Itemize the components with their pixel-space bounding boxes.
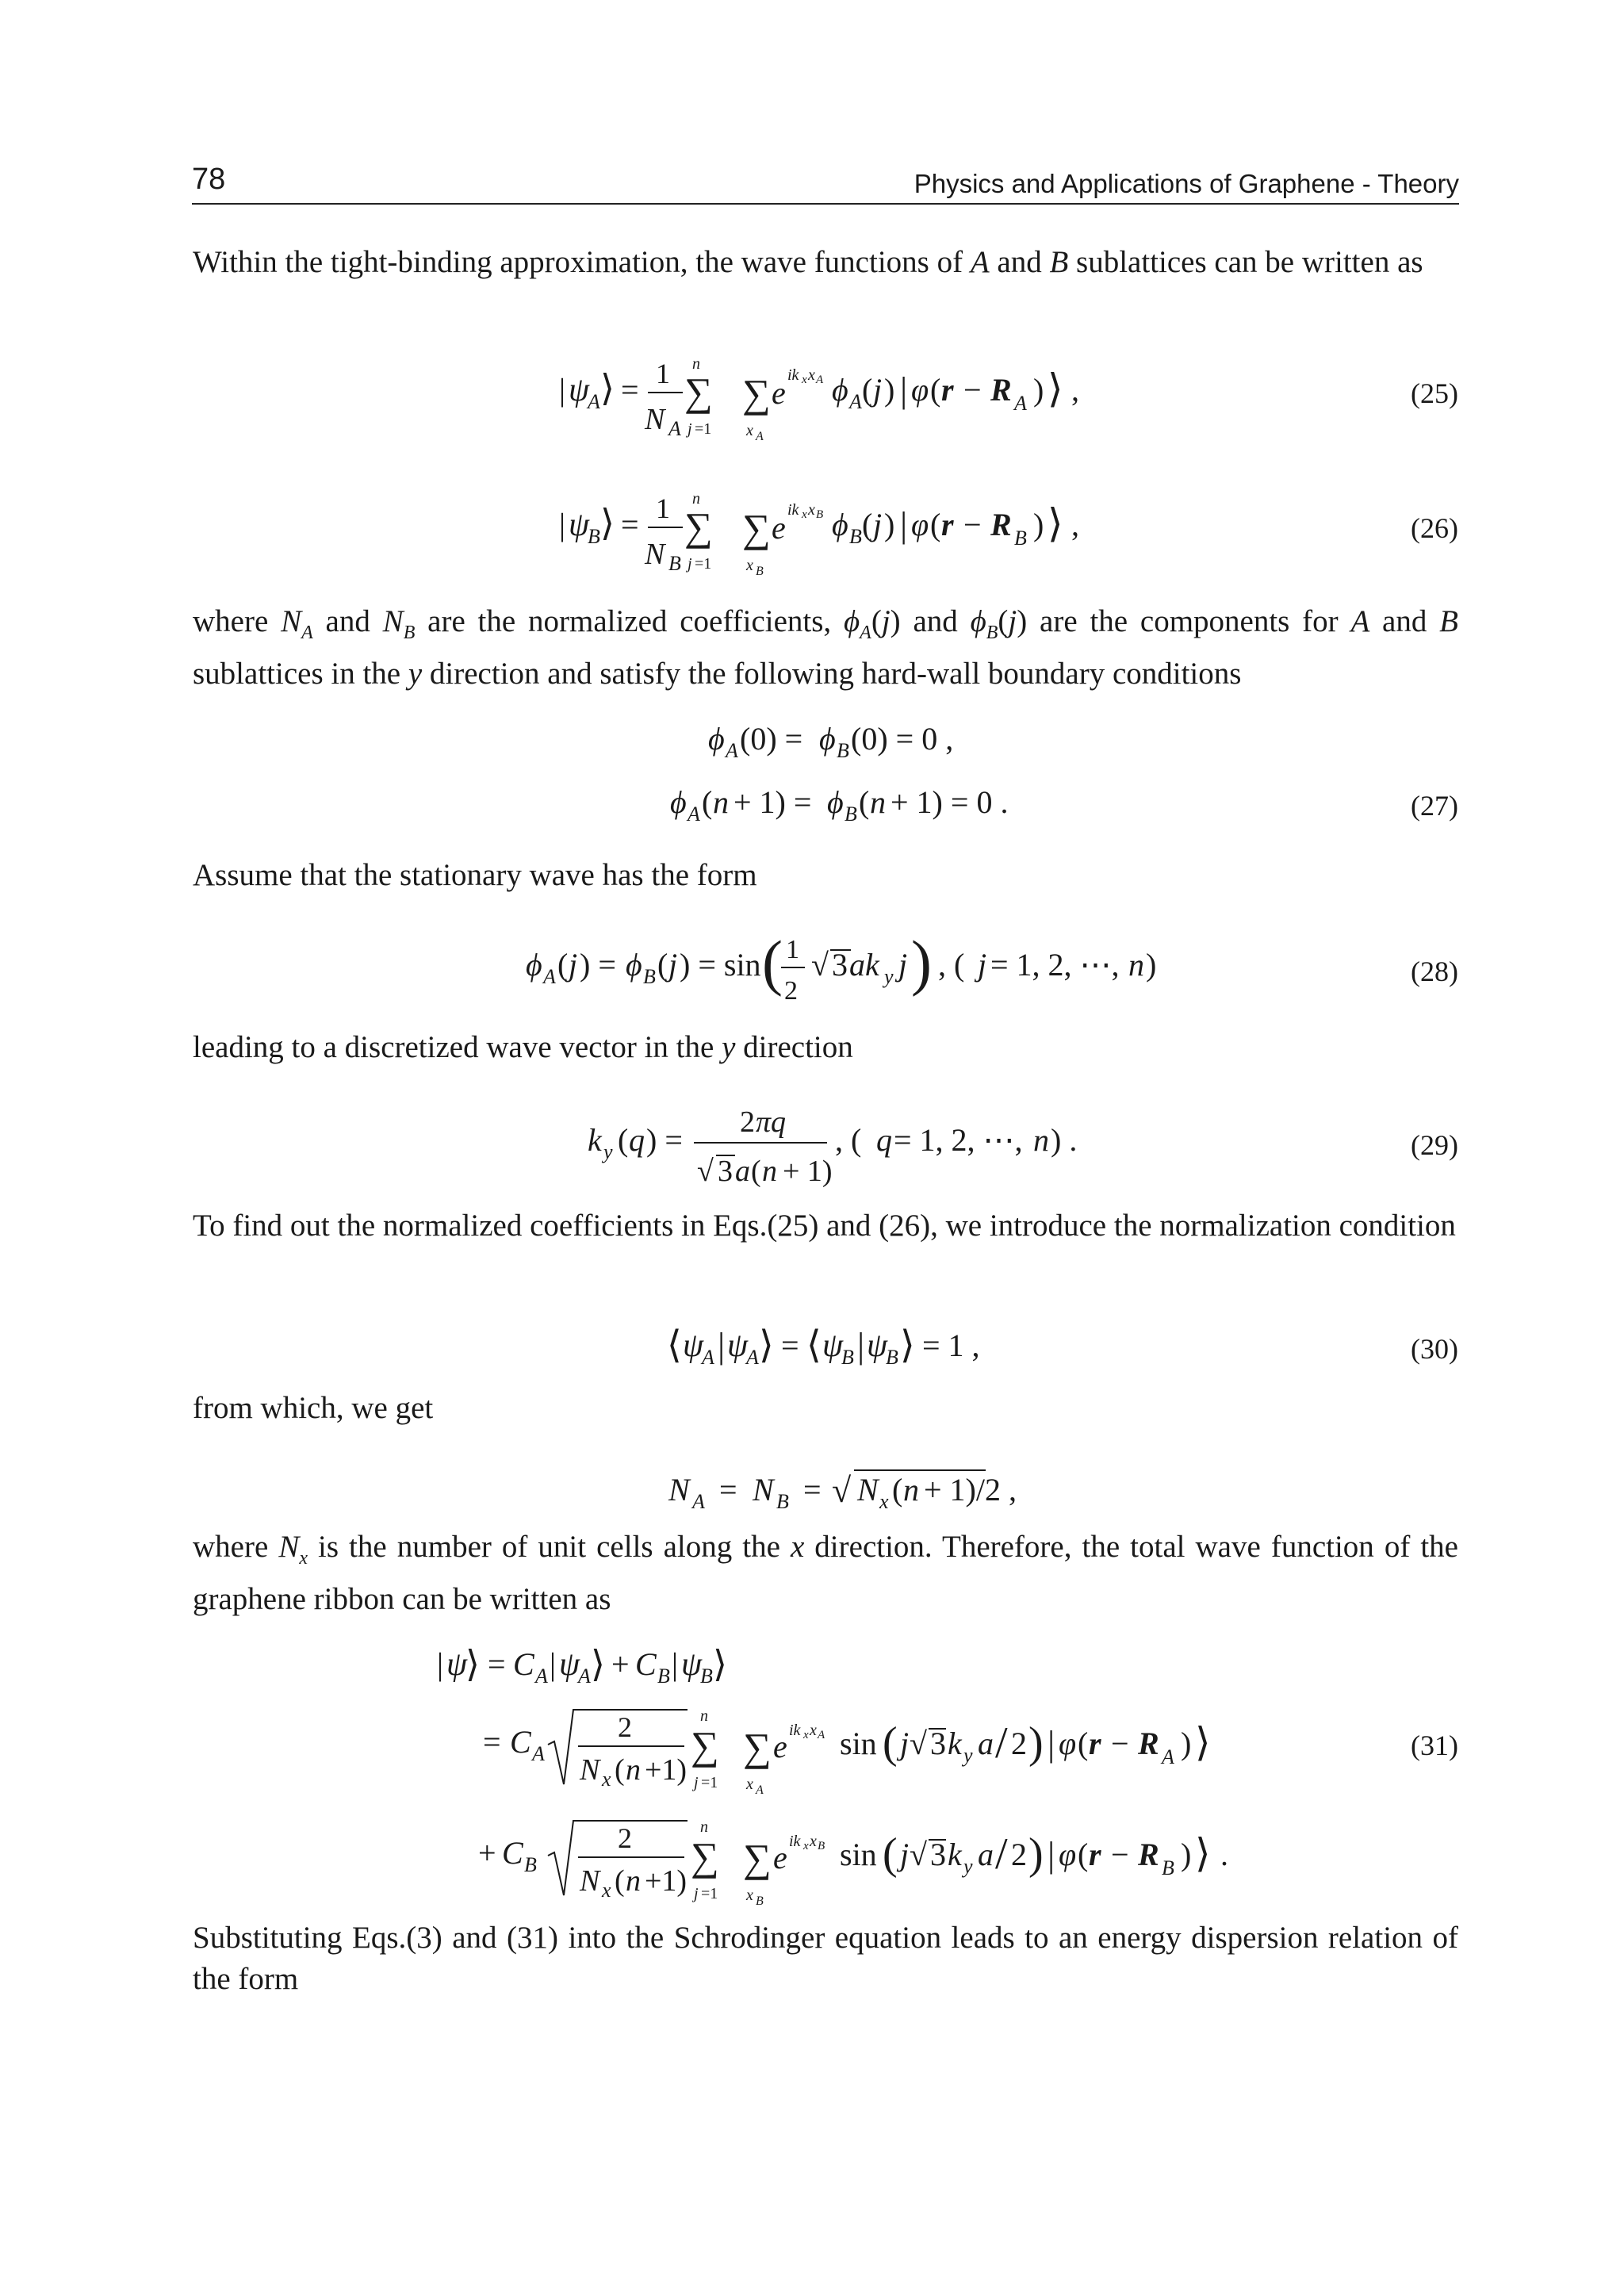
svg-text:e: e bbox=[772, 375, 786, 411]
svg-text:ψ: ψ bbox=[727, 1327, 749, 1364]
svg-text:√: √ bbox=[697, 1155, 714, 1188]
svg-text:= 1 ,: = 1 , bbox=[922, 1327, 980, 1363]
svg-text:3: 3 bbox=[718, 1155, 733, 1188]
svg-text:y: y bbox=[884, 965, 894, 988]
svg-text:(: ( bbox=[615, 1864, 625, 1898]
svg-text:n: n bbox=[626, 1753, 641, 1787]
svg-text:= 1, 2, ⋯,: = 1, 2, ⋯, bbox=[990, 947, 1120, 983]
svg-text:x: x bbox=[803, 1729, 809, 1741]
svg-text:⟩: ⟩ bbox=[759, 1324, 774, 1366]
svg-text:n: n bbox=[762, 1155, 777, 1188]
svg-text:): ) bbox=[1028, 1718, 1044, 1768]
svg-text:=1: =1 bbox=[695, 420, 712, 438]
svg-text:e: e bbox=[772, 510, 786, 546]
equation-29-formula bbox=[193, 1098, 1458, 1201]
paragraph-schrodinger: Substituting Eqs.(3) and (31) into the Schrodinger equation leads to an energy dispersion relation of the form bbox=[193, 1921, 1458, 1996]
svg-text:j: j bbox=[688, 420, 692, 438]
svg-text:+: + bbox=[611, 1646, 630, 1682]
svg-text:B: B bbox=[524, 1853, 537, 1876]
svg-text:N: N bbox=[753, 1472, 774, 1508]
svg-text:⟨: ⟨ bbox=[806, 1324, 822, 1366]
equation-30-formula bbox=[193, 1308, 1458, 1388]
svg-text:B: B bbox=[700, 1665, 713, 1688]
svg-text:A: A bbox=[692, 1490, 705, 1513]
svg-text:B: B bbox=[841, 1346, 854, 1369]
svg-text:1: 1 bbox=[656, 492, 670, 524]
svg-text:ik: ik bbox=[789, 1722, 801, 1739]
svg-text:ψ: ψ bbox=[569, 507, 590, 543]
paragraph-where-coefficients: where $N_A$ and $N_B$ are the normalized coefficients, $\phi_A(j)$ and $\phi_B(j)$ are the components for A and B sublattices in the y direction and satisfy the following hard-wall boundary conditions bbox=[193, 604, 1458, 691]
svg-text:=: = bbox=[621, 372, 639, 408]
svg-text:∑: ∑ bbox=[684, 504, 713, 549]
svg-text:A: A bbox=[578, 1665, 591, 1688]
equation-number-25: (25) bbox=[1411, 377, 1458, 409]
svg-text:ik: ik bbox=[789, 1833, 801, 1850]
equation-25 bbox=[193, 353, 1458, 448]
svg-text:A: A bbox=[702, 1346, 714, 1369]
svg-text:C: C bbox=[510, 1724, 531, 1760]
svg-text:|: | bbox=[857, 1325, 865, 1366]
svg-text:sin: sin bbox=[840, 1726, 877, 1761]
svg-text:N: N bbox=[668, 1472, 690, 1508]
paragraph-stationary-wave: Assume that the stationary wave has the form bbox=[193, 858, 757, 892]
svg-text:(: ( bbox=[1078, 1726, 1089, 1761]
svg-text:a: a bbox=[978, 1726, 994, 1761]
svg-text:j: j bbox=[694, 1774, 699, 1791]
equation-number-30: (30) bbox=[1411, 1333, 1458, 1365]
equation-29 bbox=[193, 1098, 1458, 1193]
svg-text:) =: ) = bbox=[580, 947, 616, 983]
svg-text:(: ( bbox=[862, 507, 873, 542]
svg-text:ϕ: ϕ bbox=[832, 372, 848, 408]
svg-text:(: ( bbox=[751, 1155, 761, 1188]
svg-text:A: A bbox=[588, 390, 600, 413]
svg-text:⟩: ⟩ bbox=[713, 1644, 727, 1684]
svg-text:+: + bbox=[478, 1835, 496, 1871]
svg-text:=1: =1 bbox=[695, 555, 712, 573]
svg-text:y: y bbox=[963, 1744, 973, 1767]
svg-text:|: | bbox=[550, 1646, 557, 1682]
svg-text:n: n bbox=[700, 1707, 708, 1725]
svg-text:x: x bbox=[808, 501, 815, 519]
svg-text:|: | bbox=[1048, 1834, 1055, 1875]
equation-27-formula bbox=[193, 710, 1458, 845]
equation-normalization-result bbox=[193, 1451, 1458, 1523]
svg-text:N: N bbox=[580, 1753, 600, 1787]
svg-text:ψ: ψ bbox=[822, 1327, 844, 1364]
svg-text:|: | bbox=[900, 504, 908, 545]
svg-text:B: B bbox=[816, 508, 824, 521]
svg-text:A: A bbox=[543, 965, 556, 988]
header-rule bbox=[192, 203, 1459, 205]
svg-text:r: r bbox=[1089, 1726, 1101, 1761]
svg-text:, (: , ( bbox=[938, 947, 965, 983]
svg-text:ik: ik bbox=[787, 366, 799, 384]
svg-text:r: r bbox=[941, 507, 954, 542]
svg-text:√: √ bbox=[832, 1471, 852, 1510]
svg-text:) =: ) = bbox=[646, 1122, 683, 1158]
paragraph-from-which: from which, we get bbox=[193, 1391, 434, 1425]
svg-text:∑: ∑ bbox=[743, 1725, 772, 1769]
paragraph-intro: Within the tight-binding approximation, the wave functions of A and B sublattices can be written as bbox=[193, 245, 1423, 279]
svg-text:C: C bbox=[635, 1646, 657, 1682]
svg-text:): ) bbox=[911, 928, 932, 997]
svg-text:(: ( bbox=[883, 1829, 898, 1879]
svg-text:B: B bbox=[1162, 1856, 1174, 1879]
svg-text:B: B bbox=[818, 1840, 825, 1852]
svg-text:j: j bbox=[900, 1726, 910, 1761]
svg-text:sin: sin bbox=[840, 1837, 877, 1872]
svg-text:ψ: ψ bbox=[559, 1646, 580, 1683]
svg-text:ϕ: ϕ bbox=[827, 784, 844, 820]
svg-text:): ) bbox=[884, 507, 895, 542]
svg-text:|: | bbox=[559, 372, 566, 408]
svg-text:A: A bbox=[726, 739, 738, 762]
svg-text:e: e bbox=[773, 1729, 787, 1764]
svg-text:∑: ∑ bbox=[691, 1834, 719, 1879]
svg-text:C: C bbox=[513, 1646, 534, 1682]
svg-text:1: 1 bbox=[786, 935, 799, 964]
svg-text:j: j bbox=[873, 372, 883, 408]
paragraph-total-wave: where $N_x$ is the number of unit cells along the x direction. Therefore, the total wave function of the graphene ribbon can be written as bbox=[193, 1530, 1458, 1616]
svg-text:A: A bbox=[746, 1346, 759, 1369]
svg-text:⟩: ⟩ bbox=[1048, 501, 1063, 546]
svg-text:x: x bbox=[746, 557, 753, 574]
svg-text:(: ( bbox=[930, 372, 941, 408]
svg-text:(: ( bbox=[859, 784, 870, 820]
svg-text:=1: =1 bbox=[701, 1774, 718, 1791]
svg-text:(: ( bbox=[1078, 1837, 1089, 1872]
equation-28 bbox=[193, 920, 1458, 1015]
svg-text:a: a bbox=[735, 1155, 750, 1188]
svg-text:φ: φ bbox=[1059, 1837, 1077, 1872]
svg-text:2: 2 bbox=[618, 1711, 632, 1743]
svg-text:A: A bbox=[668, 417, 681, 440]
svg-text:2: 2 bbox=[1011, 1837, 1027, 1872]
svg-text:R: R bbox=[1138, 1726, 1159, 1761]
svg-text:e: e bbox=[773, 1840, 787, 1875]
svg-text:+1): +1) bbox=[645, 1864, 688, 1898]
svg-text:+1): +1) bbox=[645, 1753, 688, 1787]
equation-number-29: (29) bbox=[1411, 1129, 1458, 1161]
svg-text:A: A bbox=[688, 803, 700, 826]
svg-text:A: A bbox=[756, 430, 764, 443]
svg-text:): ) bbox=[1146, 947, 1157, 983]
svg-text:j: j bbox=[873, 507, 883, 542]
svg-text:√: √ bbox=[811, 947, 829, 983]
svg-text:∑: ∑ bbox=[742, 506, 771, 550]
svg-text:ψ: ψ bbox=[446, 1646, 468, 1683]
svg-text:⟩: ⟩ bbox=[900, 1324, 915, 1366]
equation-25-formula bbox=[193, 353, 1458, 456]
svg-text:n: n bbox=[700, 1818, 708, 1836]
svg-text:−: − bbox=[1111, 1726, 1129, 1761]
svg-text:⟩: ⟩ bbox=[600, 503, 615, 543]
svg-text:√: √ bbox=[910, 1726, 927, 1761]
svg-text:=1: =1 bbox=[701, 1885, 718, 1902]
svg-text:−: − bbox=[1111, 1837, 1129, 1872]
svg-text:−: − bbox=[963, 372, 982, 408]
equation-number-31: (31) bbox=[1411, 1730, 1458, 1761]
svg-text:) .: ) . bbox=[1051, 1122, 1078, 1158]
svg-text:B: B bbox=[776, 1490, 789, 1513]
svg-text:=: = bbox=[488, 1646, 506, 1682]
svg-text:∑: ∑ bbox=[684, 370, 713, 414]
svg-text:|: | bbox=[718, 1325, 726, 1366]
svg-text:x: x bbox=[803, 1840, 809, 1852]
svg-text:): ) bbox=[884, 372, 895, 408]
svg-text:N: N bbox=[645, 538, 665, 571]
svg-text:n: n bbox=[1033, 1122, 1049, 1158]
equation-31-formula bbox=[193, 1634, 1458, 1908]
equation-26 bbox=[193, 488, 1458, 583]
svg-text:k: k bbox=[948, 1837, 962, 1872]
svg-text:ψ: ψ bbox=[867, 1327, 888, 1364]
svg-text:ϕ: ϕ bbox=[832, 507, 848, 542]
svg-text:): ) bbox=[1181, 1726, 1192, 1761]
svg-text:∑: ∑ bbox=[691, 1723, 719, 1768]
svg-text:⟩: ⟩ bbox=[1195, 1831, 1211, 1875]
svg-text:B: B bbox=[668, 552, 681, 575]
svg-text:j: j bbox=[900, 1837, 910, 1872]
svg-text:, (: , ( bbox=[835, 1122, 862, 1158]
svg-text:|: | bbox=[900, 370, 908, 410]
svg-text:x: x bbox=[602, 1768, 611, 1791]
svg-text:j: j bbox=[569, 947, 578, 983]
svg-text:x: x bbox=[810, 1722, 817, 1739]
svg-text:n: n bbox=[1128, 947, 1144, 983]
svg-text:ϕ: ϕ bbox=[819, 721, 836, 757]
svg-text:x: x bbox=[810, 1833, 817, 1850]
svg-text:a: a bbox=[978, 1837, 994, 1872]
svg-text:A: A bbox=[818, 1729, 825, 1741]
svg-text:): ) bbox=[1028, 1829, 1044, 1879]
svg-text:(: ( bbox=[702, 784, 713, 820]
svg-text:2: 2 bbox=[1011, 1726, 1027, 1761]
svg-text:(: ( bbox=[615, 1753, 625, 1787]
svg-text:n: n bbox=[870, 784, 886, 820]
svg-text:y: y bbox=[963, 1855, 973, 1878]
svg-text:= 1, 2, ⋯,: = 1, 2, ⋯, bbox=[894, 1122, 1023, 1158]
svg-text:r: r bbox=[941, 372, 954, 408]
svg-text:A: A bbox=[816, 374, 824, 386]
svg-text:+ 1) = 0 .: + 1) = 0 . bbox=[891, 784, 1009, 820]
svg-text:|: | bbox=[559, 507, 566, 542]
svg-text:ak: ak bbox=[849, 947, 879, 983]
svg-text:j: j bbox=[668, 947, 678, 983]
svg-text:n: n bbox=[903, 1472, 919, 1508]
svg-text:R: R bbox=[990, 507, 1012, 542]
svg-text:q: q bbox=[876, 1122, 892, 1158]
paragraph-normalization: To find out the normalized coefficients in Eqs.(25) and (26), we introduce the normalization condition bbox=[193, 1209, 1456, 1243]
svg-text:k: k bbox=[948, 1726, 962, 1761]
svg-text:B: B bbox=[845, 803, 857, 826]
svg-text:R: R bbox=[990, 372, 1012, 408]
svg-text:|: | bbox=[1048, 1723, 1055, 1764]
svg-text:∑: ∑ bbox=[743, 1836, 772, 1880]
svg-text:): ) bbox=[1033, 507, 1044, 542]
svg-text:(: ( bbox=[557, 947, 569, 983]
svg-text:A: A bbox=[1162, 1745, 1174, 1768]
svg-text:B: B bbox=[886, 1346, 898, 1369]
svg-text:B: B bbox=[1014, 527, 1027, 550]
equation-31 bbox=[193, 1634, 1458, 1908]
svg-text:B: B bbox=[588, 525, 600, 548]
svg-text:R: R bbox=[1138, 1837, 1159, 1872]
svg-text:j: j bbox=[694, 1885, 699, 1902]
svg-text:x: x bbox=[746, 422, 753, 439]
svg-text:=: = bbox=[781, 1327, 799, 1363]
svg-text:/: / bbox=[995, 1718, 1008, 1768]
svg-text:(: ( bbox=[883, 1718, 898, 1768]
equation-number-27: (27) bbox=[1411, 790, 1458, 822]
equation-number-26: (26) bbox=[1411, 512, 1458, 544]
svg-text:ik: ik bbox=[787, 501, 799, 519]
svg-text:(: ( bbox=[892, 1472, 903, 1508]
svg-text:.: . bbox=[1220, 1837, 1228, 1872]
running-title: Physics and Applications of Graphene - Theory bbox=[914, 169, 1459, 198]
svg-text:,: , bbox=[1071, 372, 1079, 408]
equation-27 bbox=[193, 710, 1458, 845]
svg-text:⟩: ⟩ bbox=[1195, 1720, 1211, 1764]
svg-text:+ 1): + 1) bbox=[783, 1155, 833, 1188]
svg-text:n: n bbox=[692, 355, 700, 373]
equation-normalization-formula bbox=[193, 1451, 1458, 1523]
svg-text:ψ: ψ bbox=[681, 1646, 703, 1683]
svg-text:r: r bbox=[1089, 1837, 1101, 1872]
svg-text:ϕ: ϕ bbox=[708, 721, 725, 757]
svg-text:ψ: ψ bbox=[569, 372, 590, 408]
svg-text:j: j bbox=[688, 555, 692, 573]
svg-text:x: x bbox=[802, 508, 807, 521]
svg-text:+ 1)/2 ,: + 1)/2 , bbox=[924, 1472, 1017, 1508]
svg-text:B: B bbox=[756, 565, 764, 578]
svg-text:⟩: ⟩ bbox=[591, 1644, 605, 1684]
svg-text:N: N bbox=[857, 1472, 879, 1508]
svg-text:∑: ∑ bbox=[742, 371, 771, 416]
svg-text:B: B bbox=[657, 1665, 670, 1688]
svg-text:x: x bbox=[808, 366, 815, 384]
svg-text:j: j bbox=[978, 947, 987, 983]
svg-text:x: x bbox=[602, 1879, 611, 1902]
svg-text:⟩: ⟩ bbox=[600, 368, 615, 408]
svg-text:ψ: ψ bbox=[683, 1327, 704, 1364]
equation-26-formula bbox=[193, 488, 1458, 591]
svg-text:|: | bbox=[437, 1646, 444, 1682]
svg-text:n: n bbox=[713, 784, 729, 820]
svg-text:2: 2 bbox=[784, 976, 798, 1006]
svg-text:⟩: ⟩ bbox=[465, 1644, 480, 1684]
svg-text:k: k bbox=[588, 1122, 602, 1158]
svg-text:φ: φ bbox=[911, 372, 929, 408]
svg-text:x: x bbox=[802, 374, 807, 386]
page-number: 78 bbox=[192, 163, 226, 196]
svg-text:3: 3 bbox=[930, 1726, 946, 1761]
svg-text:(: ( bbox=[930, 507, 941, 542]
svg-text:) = sin: ) = sin bbox=[680, 947, 761, 983]
svg-text:n: n bbox=[692, 490, 700, 508]
svg-text:y: y bbox=[603, 1140, 613, 1163]
svg-text:B: B bbox=[756, 1894, 764, 1908]
svg-text:(: ( bbox=[618, 1122, 629, 1158]
svg-text:A: A bbox=[1014, 392, 1027, 415]
svg-text:x: x bbox=[746, 1887, 753, 1904]
svg-text:2: 2 bbox=[618, 1822, 632, 1854]
svg-text:√: √ bbox=[910, 1837, 927, 1872]
svg-text:x: x bbox=[879, 1490, 889, 1513]
svg-text:q: q bbox=[629, 1122, 645, 1158]
svg-text:N: N bbox=[580, 1864, 600, 1898]
svg-text:(: ( bbox=[657, 947, 668, 983]
svg-text:ϕ: ϕ bbox=[670, 784, 687, 820]
svg-text:B: B bbox=[849, 525, 862, 548]
svg-text:=: = bbox=[621, 507, 639, 542]
svg-text:A: A bbox=[535, 1665, 548, 1688]
svg-text:=: = bbox=[803, 1472, 822, 1508]
svg-text:A: A bbox=[849, 390, 862, 413]
svg-text:3: 3 bbox=[832, 947, 848, 983]
svg-text:φ: φ bbox=[911, 507, 929, 542]
paragraph-discretized: leading to a discretized wave vector in the y direction bbox=[193, 1030, 853, 1064]
svg-text:x: x bbox=[746, 1776, 753, 1793]
svg-text:A: A bbox=[532, 1742, 545, 1765]
svg-text:C: C bbox=[502, 1835, 523, 1871]
svg-text:B: B bbox=[643, 965, 656, 988]
svg-text:B: B bbox=[837, 739, 849, 762]
svg-text:=: = bbox=[719, 1472, 737, 1508]
svg-text:2: 2 bbox=[740, 1105, 755, 1139]
svg-text:3: 3 bbox=[930, 1837, 946, 1872]
svg-text:): ) bbox=[1033, 372, 1044, 408]
svg-text:(0) = 0 ,: (0) = 0 , bbox=[851, 721, 954, 757]
svg-text:,: , bbox=[1071, 507, 1079, 542]
svg-text:j: j bbox=[898, 947, 908, 983]
svg-text:A: A bbox=[756, 1783, 764, 1797]
svg-text:1: 1 bbox=[656, 358, 670, 389]
svg-text:−: − bbox=[963, 507, 982, 542]
svg-text:=: = bbox=[483, 1724, 501, 1760]
svg-text:(: ( bbox=[762, 928, 783, 997]
svg-text:(: ( bbox=[862, 372, 873, 408]
svg-text:⟨: ⟨ bbox=[667, 1324, 682, 1366]
svg-text:|: | bbox=[672, 1646, 679, 1682]
svg-text:/: / bbox=[995, 1829, 1008, 1879]
svg-text:φ: φ bbox=[1059, 1726, 1077, 1761]
equation-number-28: (28) bbox=[1411, 956, 1458, 987]
svg-text:N: N bbox=[645, 403, 665, 436]
equation-28-formula bbox=[193, 920, 1458, 1023]
svg-text:): ) bbox=[1181, 1837, 1192, 1872]
svg-text:+ 1) =: + 1) = bbox=[733, 784, 812, 820]
svg-text:ϕ: ϕ bbox=[626, 947, 642, 983]
svg-text:n: n bbox=[626, 1864, 641, 1898]
svg-text:⟩: ⟩ bbox=[1048, 366, 1063, 411]
svg-text:ϕ: ϕ bbox=[526, 947, 542, 983]
svg-text:(0) =: (0) = bbox=[740, 721, 803, 757]
svg-text:πq: πq bbox=[756, 1105, 787, 1139]
